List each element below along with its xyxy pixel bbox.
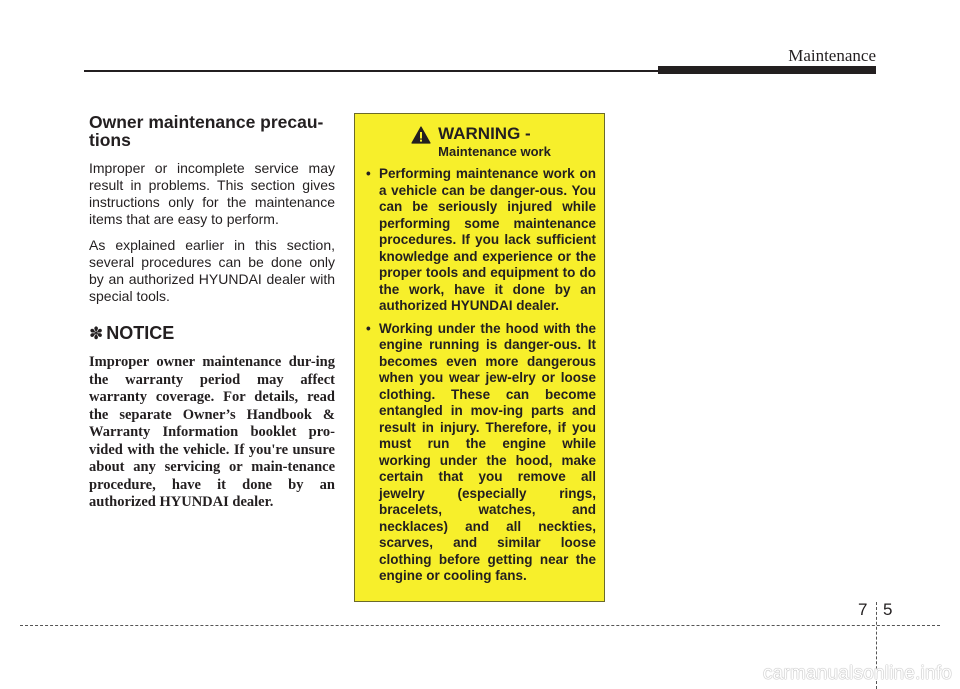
notice-text: Improper owner maintenance dur-ing the warranty period may affect warranty coverage. For details, read the separate Owner’s Handbook & Warranty Information booklet pro-vided with the vehicle. If you're unsure about any servicing or main-tenance procedure, have it done by an authorized HYUNDAI dealer. — [89, 354, 335, 510]
owner-paragraph-1: Improper or incomplete service may result in problems. This section gives instructions only for the maintenance items that are easy to perform. — [89, 160, 335, 227]
warning-list — [366, 166, 596, 585]
notice-label: NOTICE — [106, 323, 175, 343]
notice-star-icon: ✽ — [89, 324, 104, 343]
bullet-icon: • — [366, 320, 371, 336]
warning-triangle-icon — [411, 126, 431, 144]
watermark: carmanualsonline.info — [762, 663, 952, 684]
notice-heading — [89, 323, 335, 344]
owner-paragraph-2: As explained earlier in this section, several procedures can be done only by an authorized HYUNDAI dealer with special tools. — [89, 237, 335, 304]
warning-label: WARNING - — [438, 124, 531, 143]
warning-header — [366, 124, 596, 160]
bullet-icon: • — [366, 166, 371, 181]
warning-item — [366, 321, 596, 585]
warning-box — [354, 113, 605, 602]
footer-dashed-rule — [20, 625, 940, 626]
warning-subtitle: Maintenance work — [438, 144, 551, 159]
warning-item-text: Performing maintenance work on a vehicle can be danger-ous. You can be seriously injured while performing some maintenance procedures. If you lack sufficient knowledge and experience or the proper tools and equipment to do the work, have it done by an authorized HYUNDAI dealer. — [379, 166, 596, 313]
warning-item — [366, 166, 596, 315]
header-rule-thick — [658, 66, 876, 74]
warning-title-group — [438, 124, 551, 160]
owner-maintenance-title-text: Owner maintenance precau- tions — [89, 112, 324, 150]
left-column — [89, 113, 335, 512]
warning-item-text: Working under the hood with the engine running is danger-ous. It becomes even more dangerous when you wear jew-elry or loose clothing. These can become entangled in mov-ing parts and result in injury. Therefore, if you must run the engine while working under the hood, make certain that you remove all jewelry (especially rings, bracelets, watches, and necklaces) and all neckties, scarves, and similar loose clothing before getting near the engine or cooling fans. — [379, 320, 596, 583]
page-number: 5 — [883, 600, 893, 619]
header-rule-thin — [84, 70, 660, 72]
chapter-number: 7 — [858, 600, 868, 619]
owner-maintenance-title — [89, 113, 335, 149]
section-header: Maintenance — [788, 46, 876, 65]
